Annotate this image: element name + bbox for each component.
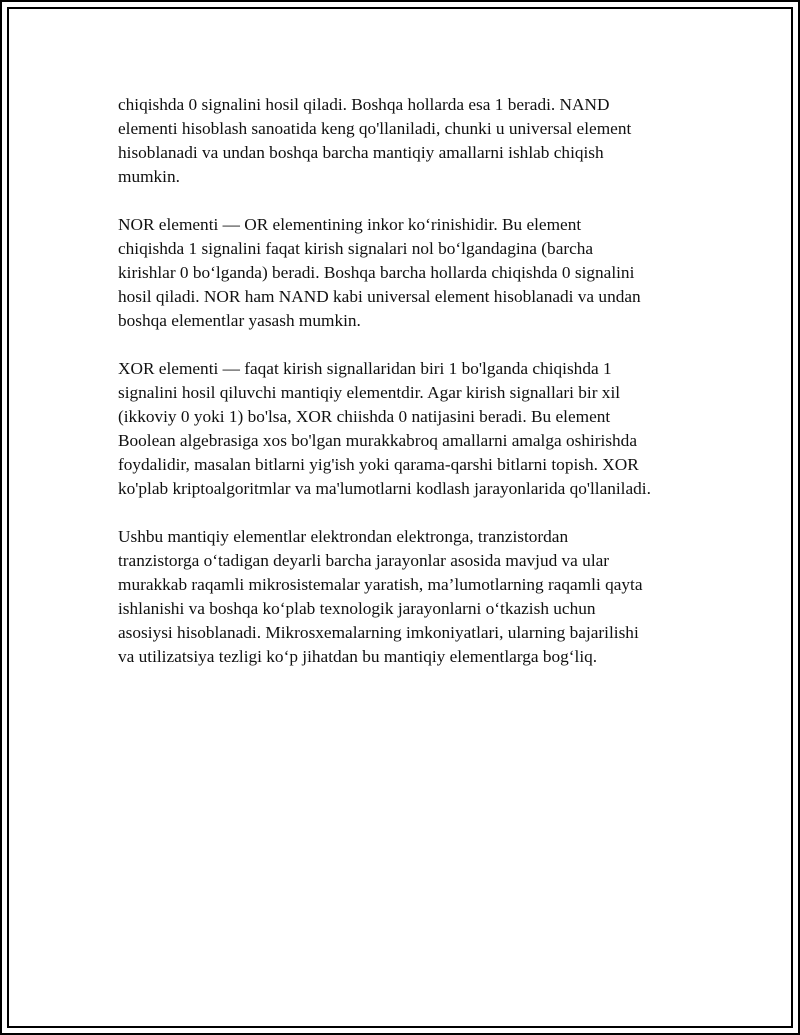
- text-line: hisoblanadi va undan boshqa barcha mantiqiy amallarni ishlab chiqish: [118, 143, 604, 162]
- text-line: tranzistorga o‘tadigan deyarli barcha jarayonlar asosida mavjud va ular: [118, 551, 610, 570]
- text-line: kirishlar 0 bo‘lganda) beradi. Boshqa barcha hollarda chiqishda 0 signalini: [118, 263, 635, 282]
- document-body: [118, 93, 698, 693]
- text-line: mumkin.: [118, 167, 180, 186]
- paragraph-nand: [118, 93, 698, 189]
- text-line: chiqishda 0 signalini hosil qiladi. Boshqa hollarda esa 1 beradi. NAND: [118, 95, 610, 114]
- text-line: chiqishda 1 signalini faqat kirish signalari nol bo‘lgandagina (barcha: [118, 239, 594, 258]
- text-line: signalini hosil qiluvchi mantiqiy elementdir. Agar kirish signallari bir xil: [118, 383, 621, 402]
- text-line: murakkab raqamli mikrosistemalar yaratish, ma’lumotlarning raqamli qayta: [118, 575, 643, 594]
- text-line: elementi hisoblash sanoatida keng qo'llaniladi, chunki u universal element: [118, 119, 632, 138]
- text-line: va utilizatsiya tezligi ko‘p jihatdan bu mantiqiy elementlarga bog‘liq.: [118, 647, 598, 666]
- paragraph-summary: [118, 525, 698, 669]
- text-line: (ikkoviy 0 yoki 1) bo'lsa, XOR chiishda 0 natijasini beradi. Bu element: [118, 407, 611, 426]
- text-line: boshqa elementlar yasash mumkin.: [118, 311, 361, 330]
- text-line: Boolean algebrasiga xos bo'lgan murakkabroq amallarni amalga oshirishda: [118, 431, 637, 450]
- text-line: ko'plab kriptoalgoritmlar va ma'lumotlarni kodlash jarayonlarida qo'llaniladi.: [118, 479, 651, 498]
- text-line: NOR elementi — OR elementining inkor ko‘rinishidir. Bu element: [118, 215, 582, 234]
- paragraph-xor: [118, 357, 698, 501]
- text-line: asosiysi hisoblanadi. Mikrosxemalarning imkoniyatlari, ularning bajarilishi: [118, 623, 639, 642]
- text-line: hosil qiladi. NOR ham NAND kabi universal element hisoblanadi va undan: [118, 287, 641, 306]
- text-line: ishlanishi va boshqa ko‘plab texnologik jarayonlarni o‘tkazish uchun: [118, 599, 596, 618]
- paragraph-nor: [118, 213, 698, 333]
- text-line: foydalidir, masalan bitlarni yig'ish yoki qarama-qarshi bitlarni topish. XOR: [118, 455, 639, 474]
- text-line: Ushbu mantiqiy elementlar elektrondan elektronga, tranzistordan: [118, 527, 569, 546]
- text-line: XOR elementi — faqat kirish signallaridan biri 1 bo'lganda chiqishda 1: [118, 359, 612, 378]
